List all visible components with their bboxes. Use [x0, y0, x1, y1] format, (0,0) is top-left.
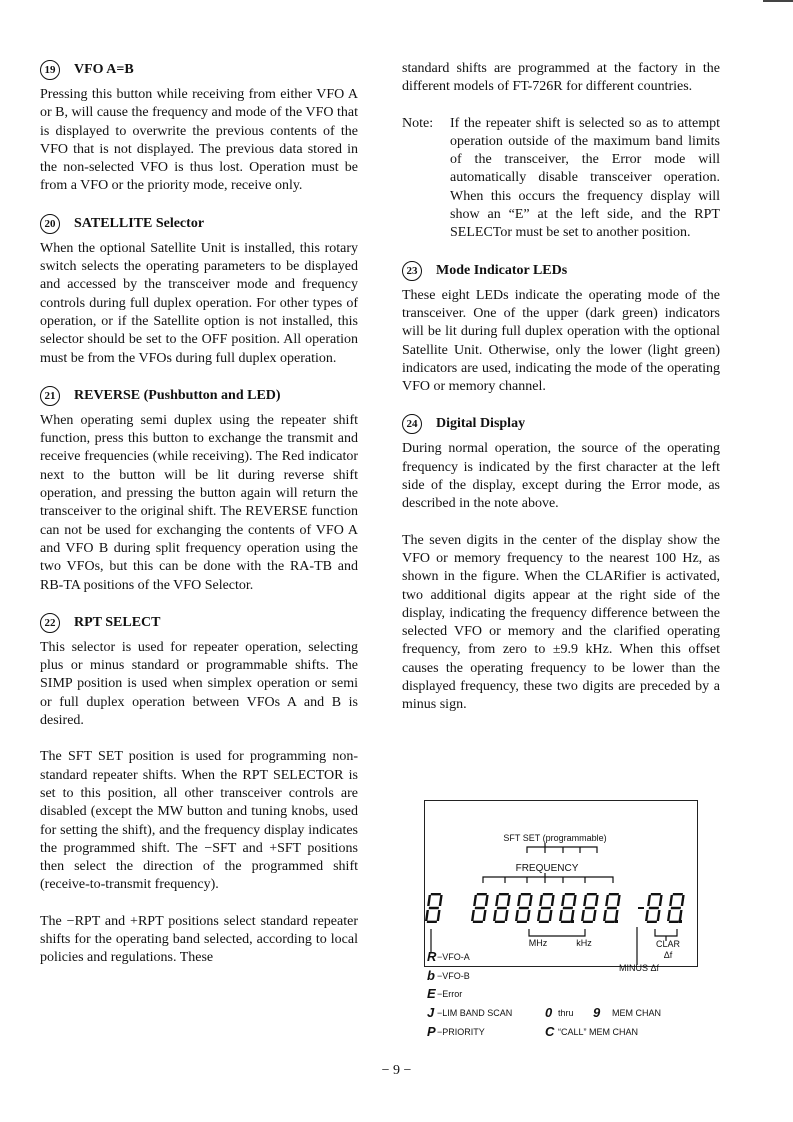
digit-segment — [645, 910, 649, 921]
digit-segment — [427, 895, 431, 906]
left-column — [40, 60, 358, 986]
page-number: − 9 − — [381, 1063, 412, 1078]
minus-delta-f-label: MINUS Δf — [618, 963, 660, 973]
digit-segment — [609, 893, 619, 895]
section-19 — [40, 60, 358, 196]
note-text: If the repeater shift is selected so as to attempt operation outside of the maximum band limits of the transceiver, the Error mode will automatically disable transceiver operation. When this occurs the frequency display will show an “E” at the left side, and the RPT SELECTor must be set to another position. — [450, 115, 720, 241]
digit-segment — [679, 910, 683, 921]
legend-lim-band-scan: −LIM BAND SCAN — [437, 1008, 513, 1018]
digit-segment — [681, 895, 685, 906]
digit-segment — [519, 907, 529, 909]
digit-segment — [563, 907, 573, 909]
digit-segment — [543, 893, 553, 895]
section-22 — [40, 613, 358, 968]
legend-error: −Error — [437, 989, 463, 999]
digit-segment — [571, 910, 575, 921]
continued-text: standard shifts are programmed at the factory in the different models of FT-726R for different countries. — [402, 61, 720, 95]
digit-segment — [603, 910, 607, 921]
digit-segment — [651, 893, 661, 895]
glyph-p: P — [427, 1024, 436, 1039]
digit-segment — [583, 921, 593, 923]
digit-segment — [587, 893, 597, 895]
digit-segment — [585, 907, 595, 909]
digit-segment — [529, 895, 533, 906]
corner-mark — [763, 0, 793, 2]
digit-segment — [549, 910, 553, 921]
note — [402, 115, 720, 243]
glyph-9: 9 — [593, 1005, 601, 1020]
decimal-point — [571, 920, 574, 923]
decimal-point — [615, 920, 618, 923]
glyph-b: b — [427, 968, 435, 983]
section-number: 20 — [40, 214, 60, 234]
digit-segment — [605, 895, 609, 906]
digit-segment — [475, 907, 485, 909]
section-body-3: The −RPT and +RPT positions select standard repeater shifts for the operating band selected, according to local policies and regulations. These — [40, 913, 358, 966]
glyph-e: E — [427, 986, 436, 1001]
digit-segment — [541, 907, 551, 909]
digit-segment — [649, 907, 659, 909]
section-21 — [40, 386, 358, 595]
sft-set-bracket — [527, 843, 597, 853]
digit-segment — [495, 895, 499, 906]
digit-segment — [471, 910, 475, 921]
digit-segment — [495, 921, 505, 923]
section-body: Pressing this button while receiving from either VFO A or B, will cause the frequency and mode of the VFO that is displayed to overwrite the previous contents of the VFO that is not displayed. The previous data stored in the non-selected VFO is thus lost. Operation must be from a VFO or the priority mode, receive only. — [40, 87, 358, 194]
section-number: 24 — [402, 414, 422, 434]
digit-segment — [551, 895, 555, 906]
digit-segment — [593, 910, 597, 921]
legend-thru: thru — [558, 1008, 574, 1018]
section-title: REVERSE (Pushbutton and LED) — [74, 387, 281, 403]
digit-segment — [485, 895, 489, 906]
sft-set-label: SFT SET (programmable) — [503, 833, 607, 843]
legend-vfo-b: −VFO-B — [437, 971, 470, 981]
digit-segment — [493, 910, 497, 921]
digit-segment — [507, 895, 511, 906]
legend-mem-chan: MEM CHAN — [612, 1008, 661, 1018]
glyph-0: 0 — [545, 1005, 553, 1020]
digit-segment — [617, 895, 621, 906]
digit-segment — [669, 895, 673, 906]
digit-segment — [439, 895, 443, 906]
digit-segment — [561, 895, 565, 906]
section-title: VFO A=B — [74, 62, 134, 77]
section-23 — [402, 261, 720, 397]
section-title: SATELLITE Selector — [74, 215, 205, 231]
digit-segment — [671, 907, 681, 909]
section-24 — [402, 414, 720, 714]
section-body: During normal operation, the source of the operating frequency is indicated by the first character at the left side of the display, except during the Error mode, as described in the note above. — [402, 441, 720, 512]
frequency-label: FREQUENCY — [515, 863, 579, 874]
digit-segment — [647, 921, 657, 923]
digit-segment — [427, 921, 437, 923]
digit-segment — [473, 921, 483, 923]
digit-segment — [431, 893, 441, 895]
digit-segment — [581, 910, 585, 921]
digit-segment — [429, 907, 439, 909]
digit-segment — [499, 893, 509, 895]
digit-segment — [521, 893, 531, 895]
digit-segment — [473, 895, 477, 906]
digit-segment — [437, 910, 441, 921]
section-20 — [40, 214, 358, 368]
digit-segment — [615, 910, 619, 921]
clar-label: CLAR — [655, 939, 681, 949]
legend-priority: −PRIORITY — [437, 1027, 485, 1037]
digit-segment — [667, 910, 671, 921]
digit-segment — [647, 895, 651, 906]
digit-segment — [605, 921, 615, 923]
digit-segment — [527, 910, 531, 921]
decimal-point — [679, 920, 682, 923]
mhz-label: MHz — [528, 938, 548, 948]
glyph-c: C — [545, 1024, 555, 1039]
digit-segment — [497, 907, 507, 909]
section-body: When the optional Satellite Unit is installed, this rotary switch selects the operating parameters to be displayed and accessed by the transceiver mode and frequency controls during full duplex operation. For other types of operation, or if the Satellite option is not installed, this selector should be set to the OFF position. All operation must be from the VFOs during full duplex operation. — [40, 240, 358, 366]
section-body-2: The SFT SET position is used for programming non-standard repeater shifts. When the RPT SELECTOR is set to this position, all other transceiver controls are disabled (except the MW button and tuning knobs, used for setting the shift), and the frequency display indicates the programmed shift. The −SFT and +SFT positions then select the direction of the programmed shift (receive-to-transmit frequency). — [40, 749, 358, 893]
section-title: RPT SELECT — [74, 614, 161, 630]
digit-segment — [559, 910, 563, 921]
section-number: 19 — [40, 60, 60, 80]
digit-segment — [595, 895, 599, 906]
digit-segment — [539, 921, 549, 923]
digit-segment — [539, 895, 543, 906]
section-number: 21 — [40, 386, 60, 406]
legend-vfo-a: −VFO-A — [437, 952, 470, 962]
khz-label: kHz — [576, 938, 592, 948]
digit-segment — [669, 921, 679, 923]
glyph-j: J — [427, 1005, 435, 1020]
section-body: When operating semi duplex using the repeater shift function, press this button to exchange the transmit and receive frequencies (while receiving). The Red indicator next to the button will be lit during reverse shift operation, and pressing the button again will return the transceiver to the original shift. The REVERSE function can not be used for exchanging the contents of VFO A and VFO B during split frequency operation using the two VFOs, but this can be done with the RA-TB and RB-TA positions of the VFO Selector. — [40, 412, 358, 593]
segment-digits — [425, 893, 685, 923]
digit-segment — [565, 893, 575, 895]
frequency-bracket — [483, 873, 613, 883]
display-figure — [424, 800, 698, 1039]
section-title: Mode Indicator LEDs — [436, 262, 568, 278]
section-number: 23 — [402, 261, 422, 281]
digit-segment — [583, 895, 587, 906]
digit-segment — [573, 895, 577, 906]
glyph-a: R — [427, 949, 437, 964]
digit-segment — [483, 910, 487, 921]
right-column — [402, 60, 720, 733]
digit-segment — [505, 910, 509, 921]
digit-segment — [657, 910, 661, 921]
digit-segment — [561, 921, 571, 923]
digit-segment — [515, 910, 519, 921]
digit-segment — [517, 895, 521, 906]
digit-segment — [659, 895, 663, 906]
digit-segment — [607, 907, 617, 909]
digit-segment — [425, 910, 429, 921]
section-number: 22 — [40, 613, 60, 633]
display-diagram — [425, 801, 697, 1041]
digit-segment — [517, 921, 527, 923]
section-title: Digital Display — [436, 416, 526, 432]
section-body: These eight LEDs indicate the operating mode of the transceiver. One of the upper (dark green) indicators will be lit during full duplex operation with the optional Satellite Unit. Otherwise, only the lower (light green) indicators are used, indicating the mode of the operating VFO or memory channel. — [402, 287, 720, 395]
note-label: Note: — [402, 115, 434, 131]
digit-segment — [537, 910, 541, 921]
minus-segment — [638, 907, 644, 909]
section-body: This selector is used for repeater operation, selecting plus or minus standard or programmable shifts. The SIMP position is used when simplex operation or semi or full duplex operation between VFOs A and B is desired. — [40, 639, 358, 729]
digit-segment — [477, 893, 487, 895]
digit-segment — [673, 893, 683, 895]
legend-call-mem-chan: “CALL” MEM CHAN — [558, 1027, 639, 1037]
delta-f-label: Δf — [663, 950, 673, 960]
section-body-2: The seven digits in the center of the display show the VFO or memory frequency to the nearest 100 Hz, as shown in the figure. When the CLARifier is activated, two additional digits appear at the right side of the display, indicating the frequency difference between the selected VFO or memory and the clarified operating frequency, from zero to ±9.9 kHz. When this offset causes the operating frequency to be lower than the displayed frequency, these two digits are preceded by a minus sign. — [402, 532, 720, 713]
